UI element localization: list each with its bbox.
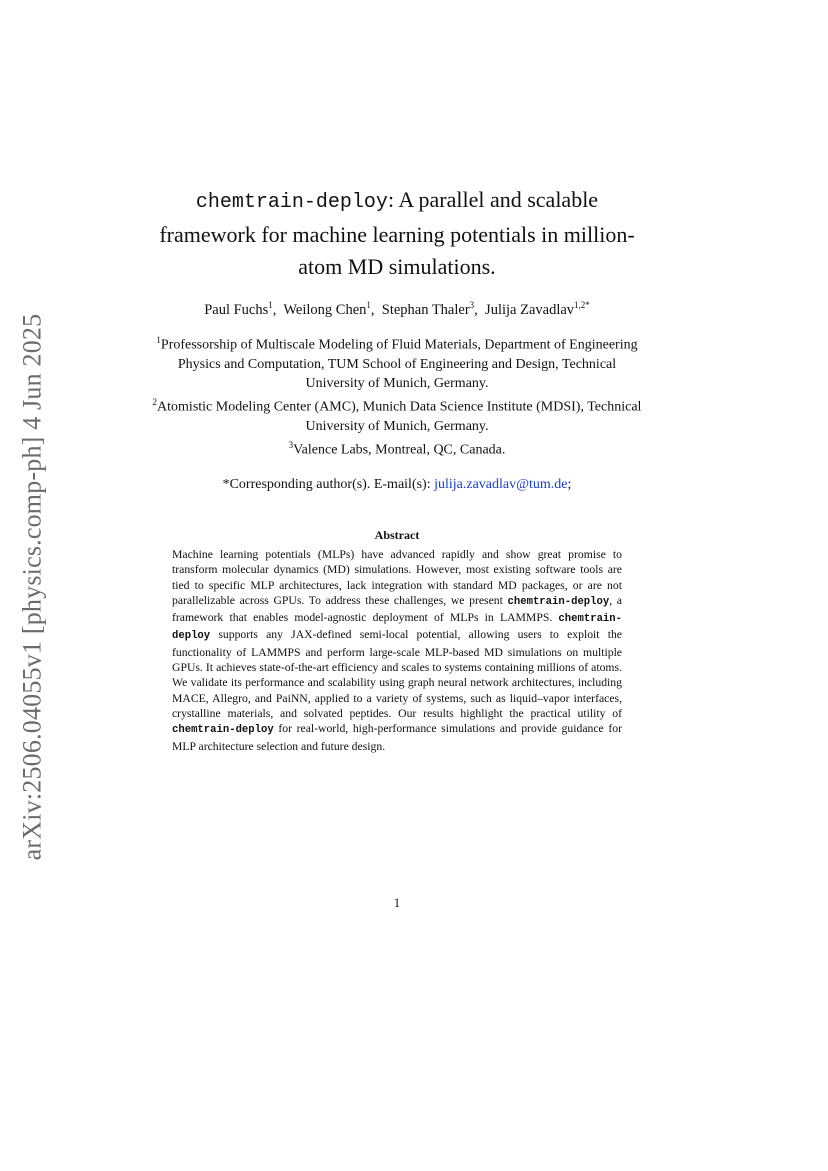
author-list: Paul Fuchs$^1$, Weilong Chen$^1$, Stephan Thaler$^3$, Julija Zavadlav$^{1,2*}$ — [204, 300, 590, 318]
arxiv-side-stamp — [14, 292, 50, 882]
affiliation-mark: 2 — [152, 397, 158, 408]
affiliation-item — [150, 393, 644, 436]
abstract-body — [172, 547, 622, 754]
abstract-text: for real-world, high-performance simulations and provide guidance for MLP architecture selection and future design. — [172, 722, 622, 753]
abstract-text: supports any JAX-defined semi-local potential, allowing users to exploit the functionality of LAMMPS and perform large-scale MLP-based MD simulations on multiple GPUs. It achieves state-of-the-art efficiency and scales to systems containing millions of atoms. We validate its performance and scalability using graph neural network architectures, including MACE, Allegro, and PaiNN, applied to a variety of systems, such as liquid–vapor interfaces, crystalline materials, and solvated peptides. Our results highlight the practical utility of — [172, 628, 622, 720]
author-affiliation-mark: 1,2* — [574, 300, 590, 310]
author-name: Weilong Chen — [283, 301, 367, 318]
abstract-code-term: chemtrain-deploy — [507, 595, 610, 608]
author-name: Paul Fuchs — [204, 301, 269, 318]
corresponding-label: *Corresponding author(s). E-mail(s): — [222, 477, 435, 492]
abstract-text: Machine learning potentials (MLPs) have advanced rapidly and show great promise to transform molecular dynamics (MD) simulations. However, most existing software tools are tied to specific MLP architectures, lack integration with standard MD packages, or are not parallelizable across GPUs. To address these challenges, we present — [172, 548, 622, 607]
arxiv-identifier: arXiv:2506.04055v1 [physics.comp-ph] 4 Jun 2025 — [17, 313, 46, 861]
affiliation-text: Professorship of Multiscale Modeling of Fluid Materials, Department of Engineering Physics and Computation, TUM School of Engineering and Design, Technical University of Munich, Germany. — [160, 337, 638, 392]
abstract-text: , a framework that enables model-agnostic deployment of MLPs in LAMMPS. — [172, 593, 622, 625]
author-name: Stephan Thaler — [381, 301, 470, 318]
affiliation-mark: 3 — [288, 440, 294, 451]
affiliation-item — [150, 331, 644, 393]
author-name: Julija Zavadlav — [485, 301, 575, 318]
page-number: 1 — [393, 896, 401, 910]
affiliation-mark: 1 — [156, 335, 161, 345]
abstract-heading: Abstract — [374, 528, 420, 542]
author-affiliation-mark: 1 — [268, 300, 273, 310]
paper-title — [150, 184, 644, 283]
affiliation-item — [150, 436, 644, 460]
abstract-code-term: chemtrain-deploy — [172, 724, 274, 737]
email-link[interactable]: julija.zavadlav@tum.de — [434, 477, 568, 492]
author-affiliation-mark: 3 — [469, 300, 475, 310]
affiliation-text: Atomistic Modeling Center (AMC), Munich Data Science Institute (MDSI), Technical University of Munich, Germany. — [157, 399, 642, 435]
title-code-term: chemtrain-deploy — [195, 191, 388, 214]
title-text: : A parallel and scalable framework for machine learning potentials in million-atom MD simulations. — [159, 187, 635, 279]
affiliation-text: Valence Labs, Montreal, QC, Canada. — [293, 442, 506, 458]
author-affiliation-mark: 1 — [366, 300, 371, 310]
corresponding-suffix: ; — [567, 477, 572, 492]
affiliations — [150, 331, 644, 460]
corresponding-author — [150, 477, 644, 493]
abstract-code-term: chemtrain-deploy — [172, 613, 622, 643]
